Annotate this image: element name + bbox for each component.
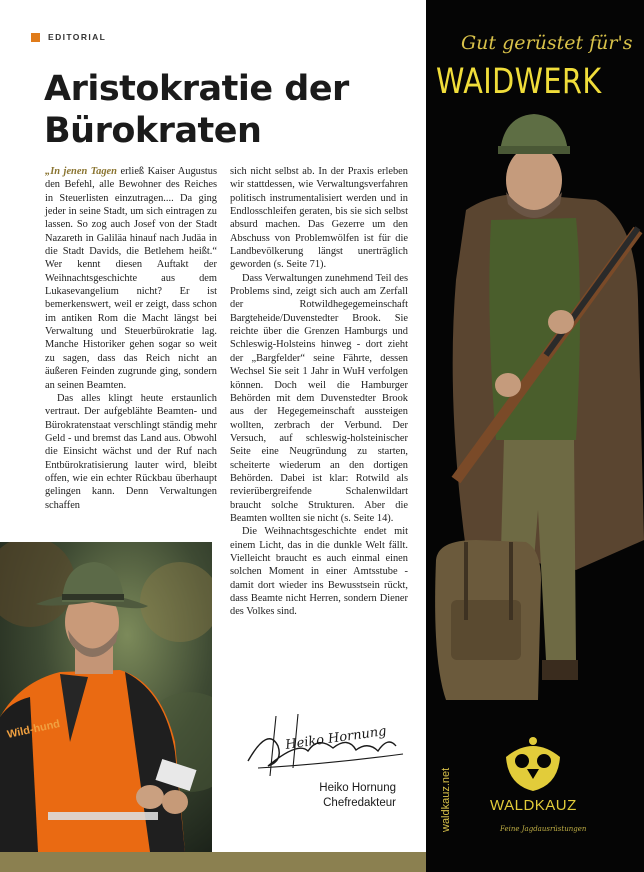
paragraph-1: [45, 165, 217, 392]
owl-icon: [500, 735, 566, 795]
section-label: [31, 32, 106, 42]
ad-brand-sub: Feine Jagdausrüstungen: [500, 825, 587, 833]
paragraph-5: Die Weihnachtsgeschichte endet mit einem Licht, das in die dunkle Welt fällt. Vielleicht braucht es auch einmal einen solchen Moment in einer Amtsstube - damit dort wieder ins Bewusstsein rückt, dass Beamte nicht Herren, sondern Diener des Volkes sind.: [230, 526, 408, 618]
headline: [44, 68, 414, 152]
section-label-text: EDITORIAL: [48, 32, 107, 42]
ad-url[interactable]: waldkauz.net: [440, 767, 452, 832]
paragraph-4: Dass Verwaltungen zunehmend Teil des Problems sind, zeigt sich auch am Zerfall der Rotwildhegegemeinschaft Bargteheide/Duvenstedter Brook. Sie reichte über die Grenzen Hamburgs und Schleswig-Holsteins hinweg - dort zieht der „Bargfelder“ seine Fährte, dessen Wechsel Sie seit 1 Jahr in WuH verfolgen können. Doch weil die Hamburger Behörden mit dem Duvenstedter Brook aus der Hegegemeinschaft aussteigen wollten, zerbrach der Verbund. Der Versuch, auf schleswig-holsteinischer Seite eine Neugründung zu starten, scheiterte wiederum an den dortigen Behörden. Dabei ist klar: Rotwild als revierübergreifende Schalenwildart braucht solche Strukturen. Aber die Beamten wollten sie nicht (s. Seite 14).: [230, 272, 408, 524]
jacket-text: Wild-hund: [6, 718, 62, 741]
advertisement[interactable]: [426, 0, 644, 872]
ad-hunter-photo: [426, 100, 644, 740]
footer-bar: [0, 852, 426, 872]
author-name: Heiko Hornung: [319, 782, 396, 794]
paragraph-1-text: erließ Kaiser Augustus den Befehl, alle Bewohner des Reiches in Steuerlisten einzutragen.... Da ging jeder in seine Stadt, um sich eintragen zu lassen. So zog auch Josef von der Stadt Nazareth in Galiläa hinauf nach Judäa in die Stadt Davids, die Betlehem heißt.“ Wer kennt diesen Auftakt der Weihnachtsgeschichte aus dem Lukasevangelium nicht? Er ist bemerkenswert, weil er zeigt, dass schon im antiken Rom die Macht längst bei Verwaltung und Steuerbürokratie lag. Manche Historiker gehen sogar so weit zu sagen, dass das Reich nicht an äußeren Feinden zugrunde ging, sondern an seinen Beamten.: [45, 166, 217, 391]
headline-line-2: Bürokraten: [44, 111, 262, 151]
section-marker: [31, 33, 40, 42]
ad-tagline: Gut gerüstet für's: [461, 32, 633, 54]
paragraph-2: Das alles klingt heute erstaunlich vertraut. Der aufgeblähte Beamten- und Bürokratenstaat verschlingt ständig mehr Geld - und bremst das Land aus. Obwohl die Einsicht wächst und der Ruf nach Entbürokratisierung lauter wird, bleibt offen, wie ein echter Rückbau überhaupt gelingen kann. Denn Verwaltungen schaffen: [45, 392, 217, 511]
paragraph-3: sich nicht selbst ab. In der Praxis erleben wir stattdessen, wie Verwaltungsverfahren politisch instrumentalisiert werden und in Endlosschleifen geraten, bis sie sich selbst absurd machen. Das Gezerre um den Abschuss von Problemwölfen ist für die Landbevölkerung längst unerträglich geworden (s. Seite 71).: [230, 166, 408, 271]
author-photo-image: [0, 542, 212, 852]
signature-text: Heiko Hornung: [284, 723, 388, 753]
ad-title: WAIDWERK: [436, 62, 602, 102]
lead-in: „In jenen Tagen: [45, 166, 117, 177]
article-column-2: [230, 165, 408, 619]
author-signature: [238, 706, 408, 786]
ad-brand: WALDKAUZ: [490, 797, 577, 814]
headline-line-1: Aristokratie der: [44, 69, 349, 109]
author-photo: [0, 542, 212, 852]
article-column-1: [45, 165, 217, 512]
author-role: Chefredakteur: [323, 797, 396, 809]
